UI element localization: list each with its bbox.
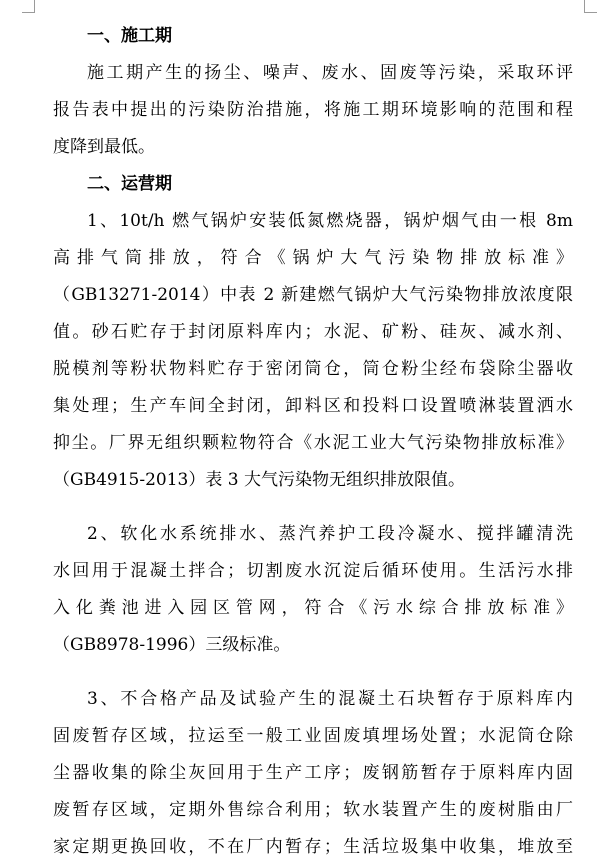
paragraph-solid-waste bbox=[53, 681, 573, 866]
section-heading-operation: 二、运营期 bbox=[87, 174, 172, 194]
text-line: 2、软化水系统排水、蒸汽养护工段冷凝水、搅拌罐清洗 bbox=[87, 524, 573, 544]
text-line: 高排气筒排放，符合《锅炉大气污染物排放标准》 bbox=[53, 248, 573, 268]
text-line: 家定期更换回收，不在厂内暂存；生活垃圾集中收集，堆放至 bbox=[53, 837, 573, 857]
text-line: 尘器收集的除尘灰回用于生产工序；废钢筋暂存于原料库内固 bbox=[53, 763, 573, 783]
text-line: 3、不合格产品及试验产生的混凝土石块暂存于原料库内 bbox=[87, 689, 573, 709]
paragraph-spacer bbox=[53, 664, 573, 681]
section-heading-construction: 一、施工期 bbox=[87, 26, 172, 46]
text-line: 废暂存区域，定期外售综合利用；软水装置产生的废树脂由厂 bbox=[53, 800, 573, 820]
document-body[interactable] bbox=[53, 18, 573, 866]
text-line: 固废暂存区域，拉运至一般工业固废填埋场处置；水泥筒仓除 bbox=[53, 726, 573, 746]
text-line: 脱模剂等粉状物料贮存于密闭筒仓，筒仓粉尘经布袋除尘器收 bbox=[53, 359, 573, 379]
paragraph-air-emissions bbox=[53, 203, 573, 499]
text-line: 集处理；生产车间全封闭，卸料区和投料口设置喷淋装置洒水 bbox=[53, 396, 573, 416]
text-line: 入化粪池进入园区管网，符合《污水综合排放标准》 bbox=[53, 598, 573, 618]
text-line: （GB8978-1996）三级标准。 bbox=[53, 635, 291, 655]
text-line: （GB13271-2014）中表 2 新建燃气锅炉大气污染物排放浓度限 bbox=[53, 285, 573, 305]
text-line: 度降到最低。 bbox=[53, 137, 155, 157]
text-line: 1、10t/h 燃气锅炉安装低氮燃烧器，锅炉烟气由一根 8m bbox=[87, 211, 573, 231]
text-line: 值。砂石贮存于封闭原料库内；水泥、矿粉、硅灰、减水剂、 bbox=[53, 322, 573, 342]
paragraph-wastewater bbox=[53, 516, 573, 664]
text-line: 施工期产生的扬尘、噪声、废水、固废等污染，采取环评 bbox=[87, 63, 573, 83]
text-line: 水回用于混凝土拌合；切割废水沉淀后循环使用。生活污水排 bbox=[53, 561, 573, 581]
text-line: 报告表中提出的污染防治措施，将施工期环境影响的范围和程 bbox=[53, 100, 573, 120]
paragraph-spacer bbox=[53, 499, 573, 516]
text-line: 抑尘。厂界无组织颗粒物符合《水泥工业大气污染物排放标准》 bbox=[53, 433, 573, 453]
text-line: （GB4915-2013）表 3 大气污染物无组织排放限值。 bbox=[53, 470, 465, 490]
page-corner-mark-left bbox=[22, 0, 35, 13]
paragraph-construction bbox=[53, 55, 573, 166]
page-corner-mark-right bbox=[584, 0, 597, 13]
